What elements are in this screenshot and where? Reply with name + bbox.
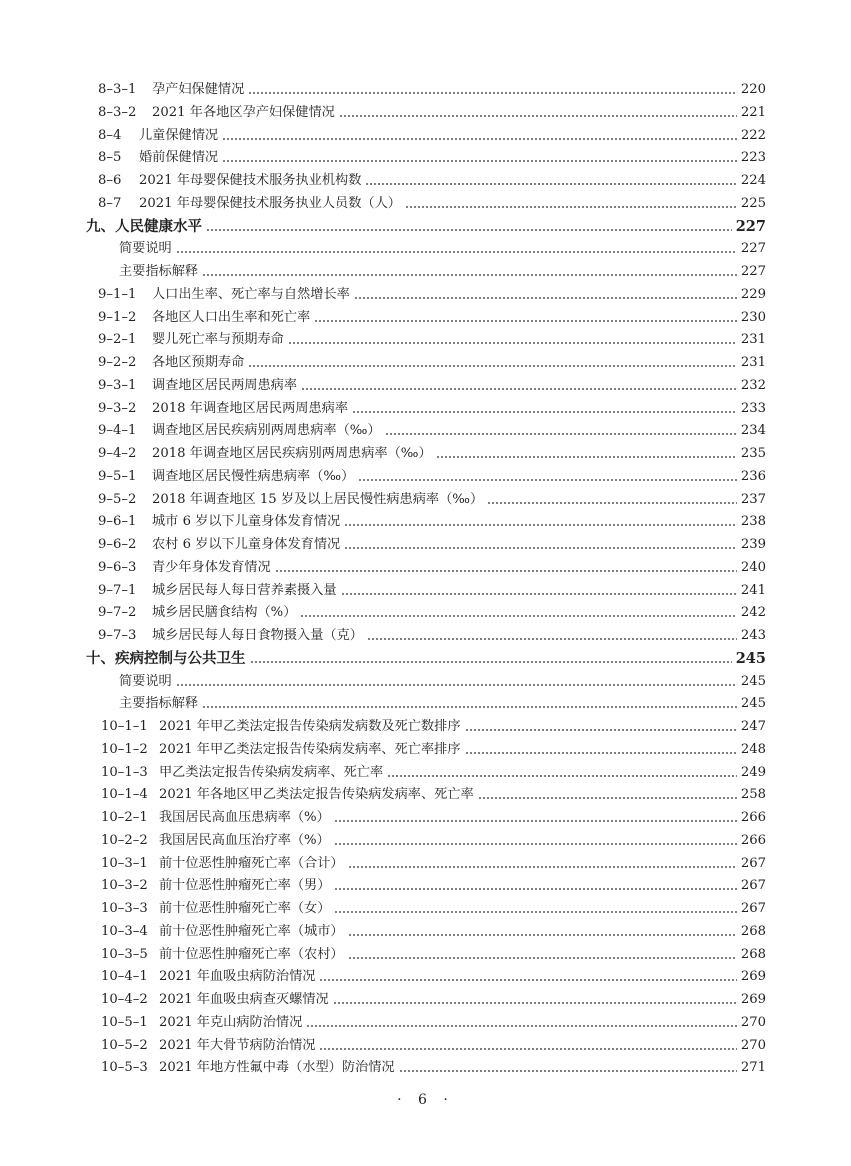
toc-entry[interactable] xyxy=(119,261,766,283)
entry-page-number: 242 xyxy=(740,605,766,621)
toc-entry[interactable] xyxy=(98,170,766,192)
toc-entry[interactable] xyxy=(101,921,766,943)
entry-page-number: 258 xyxy=(740,787,766,803)
entry-title: 2021 年甲乙类法定报告传染病发病数及死亡数排序 xyxy=(159,719,461,734)
entry-number: 10–2–2 xyxy=(101,832,148,848)
toc-entry[interactable] xyxy=(98,398,766,420)
entry-title: 2021 年大骨节病防治情况 xyxy=(159,1037,316,1053)
entry-page-number: 270 xyxy=(740,1014,766,1030)
entry-title: 婚前保健情况 xyxy=(139,150,219,166)
dot-leader xyxy=(300,602,736,624)
dot-leader xyxy=(354,284,737,306)
entry-number: 8–3–2 xyxy=(98,104,137,120)
entry-number: 9–3–1 xyxy=(98,377,137,393)
entry-number: 10–1–4 xyxy=(101,787,148,803)
entry-number: 10–2–1 xyxy=(101,810,148,825)
toc-entry[interactable] xyxy=(119,238,766,260)
entry-title: 简要说明 xyxy=(119,241,172,257)
dot-leader xyxy=(465,716,737,738)
toc-entry[interactable] xyxy=(101,989,766,1011)
dot-leader xyxy=(333,989,737,1011)
dot-leader xyxy=(399,1057,737,1079)
entry-title: 人口出生率、死亡率与自然增长率 xyxy=(152,286,350,302)
toc-entry[interactable] xyxy=(101,784,766,806)
entry-title: 各地区人口出生率和死亡率 xyxy=(152,309,311,325)
entry-title: 2018 年调查地区居民疾病别两周患病率（‰） xyxy=(152,446,432,461)
dot-leader xyxy=(248,352,737,374)
entry-page-number: 223 xyxy=(740,150,766,166)
entry-page-number: 236 xyxy=(740,468,766,484)
dot-leader xyxy=(222,147,737,169)
entry-page-number: 269 xyxy=(740,992,766,1007)
toc-entry[interactable] xyxy=(119,693,766,715)
toc-entry[interactable] xyxy=(101,807,766,829)
entry-number: 10–5–2 xyxy=(101,1037,148,1053)
dot-leader xyxy=(248,79,737,101)
dot-leader xyxy=(202,693,737,715)
entry-page-number: 234 xyxy=(740,423,766,439)
entry-page-number: 269 xyxy=(740,969,766,985)
toc-entry[interactable] xyxy=(98,147,766,169)
entry-title: 2021 年血吸虫病查灭螺情况 xyxy=(159,992,329,1007)
dot-leader xyxy=(334,875,736,897)
toc-entry[interactable] xyxy=(98,193,766,215)
entry-title: 2018 年调查地区居民两周患病率 xyxy=(152,400,349,416)
entry-title: 农村 6 岁以下儿童身体发育情况 xyxy=(152,537,341,552)
entry-title: 2021 年各地区甲乙类法定报告传染病发病率、死亡率 xyxy=(159,787,474,803)
dot-leader xyxy=(339,102,737,124)
entry-title: 城乡居民每人每日营养素摄入量 xyxy=(152,582,337,598)
entry-title: 前十位恶性肿瘤死亡率（合计） xyxy=(159,855,344,871)
entry-title: 孕产妇保健情况 xyxy=(152,82,245,97)
toc-entry[interactable] xyxy=(98,602,766,624)
entry-page-number: 238 xyxy=(740,514,766,530)
entry-number: 8–7 xyxy=(98,195,122,211)
entry-number: 9–2–2 xyxy=(98,355,137,370)
entry-page-number: 268 xyxy=(740,946,766,962)
entry-title: 婴儿死亡率与预期寿命 xyxy=(152,332,284,348)
entry-number: 9–6–1 xyxy=(98,514,137,530)
entry-number: 9–3–2 xyxy=(98,400,137,416)
entry-page-number: 248 xyxy=(740,741,766,757)
toc-entry[interactable] xyxy=(119,671,766,693)
entry-page-number: 243 xyxy=(740,628,766,643)
entry-number: 10–3–5 xyxy=(101,946,148,962)
dot-leader xyxy=(341,580,737,602)
entry-title: 青少年身体发育情况 xyxy=(152,559,271,575)
entry-number: 9–7–1 xyxy=(98,582,137,598)
entry-number: 9–6–2 xyxy=(98,537,137,552)
dot-leader xyxy=(385,420,737,442)
entry-page-number: 227 xyxy=(735,217,766,235)
dot-leader xyxy=(202,261,737,283)
entry-page-number: 222 xyxy=(740,127,766,143)
toc-entry[interactable] xyxy=(101,1035,766,1057)
dot-leader xyxy=(365,170,736,192)
entry-page-number: 220 xyxy=(740,82,766,97)
toc-entry[interactable] xyxy=(98,125,766,147)
entry-number: 9–6–3 xyxy=(98,559,137,575)
entry-number: 10–4–2 xyxy=(101,992,148,1007)
entry-number: 8–3–1 xyxy=(98,82,137,97)
toc-entry[interactable] xyxy=(98,443,766,465)
dot-leader xyxy=(367,625,737,647)
dot-leader xyxy=(314,307,737,329)
dot-leader xyxy=(465,739,737,761)
entry-page-number: 268 xyxy=(740,923,766,939)
entry-page-number: 266 xyxy=(740,810,766,825)
entry-number: 8–6 xyxy=(98,173,122,188)
entry-page-number: 231 xyxy=(740,355,766,370)
toc-entry[interactable] xyxy=(101,966,766,988)
entry-page-number: 235 xyxy=(740,446,766,461)
toc-entry[interactable] xyxy=(98,79,766,101)
entry-number: 9–1–2 xyxy=(98,309,137,325)
entry-number: 9–5–1 xyxy=(98,468,137,484)
entry-title: 城乡居民每人每日食物摄入量（克） xyxy=(152,628,363,643)
entry-title: 2021 年母婴保健技术服务执业机构数 xyxy=(139,173,362,188)
entry-number: 9–7–2 xyxy=(98,605,137,621)
dot-leader xyxy=(222,125,737,147)
dot-leader xyxy=(348,944,737,966)
entry-title: 2021 年甲乙类法定报告传染病发病率、死亡率排序 xyxy=(159,741,461,757)
entry-number: 10–4–1 xyxy=(101,969,148,985)
toc-entry[interactable] xyxy=(101,898,766,920)
entry-page-number: 239 xyxy=(740,537,766,552)
entry-title: 前十位恶性肿瘤死亡率（女） xyxy=(159,901,331,916)
entry-title: 城市 6 岁以下儿童身体发育情况 xyxy=(152,514,341,530)
entry-title: 主要指标解释 xyxy=(119,264,199,279)
dot-leader xyxy=(334,830,737,852)
entry-page-number: 271 xyxy=(740,1060,766,1076)
toc-entry[interactable] xyxy=(98,352,766,374)
entry-number: 8–5 xyxy=(98,150,122,166)
entry-number: 8–4 xyxy=(98,127,122,143)
entry-page-number: 227 xyxy=(740,241,766,257)
entry-number: 10–3–3 xyxy=(101,901,148,916)
toc-entry[interactable] xyxy=(101,762,766,784)
dot-leader xyxy=(334,898,736,920)
entry-page-number: 224 xyxy=(740,173,766,188)
entry-page-number: 266 xyxy=(740,832,766,848)
entry-number: 9–2–1 xyxy=(98,332,137,348)
entry-title: 简要说明 xyxy=(119,673,172,689)
toc-entry[interactable] xyxy=(98,489,766,511)
entry-title: 我国居民高血压治疗率（%） xyxy=(159,832,330,848)
entry-title: 2021 年克山病防治情况 xyxy=(159,1014,303,1030)
entry-title: 调查地区居民疾病别两周患病率（‰） xyxy=(152,423,381,439)
entry-page-number: 229 xyxy=(740,286,766,302)
entry-title: 调查地区居民两周患病率 xyxy=(152,377,298,393)
toc-entry[interactable] xyxy=(98,307,766,329)
dot-leader xyxy=(319,1035,736,1057)
entry-page-number: 247 xyxy=(740,719,766,734)
dot-leader xyxy=(176,671,737,693)
dot-leader xyxy=(405,193,737,215)
toc-entry[interactable] xyxy=(101,944,766,966)
dot-leader xyxy=(301,375,737,397)
entry-title: 主要指标解释 xyxy=(119,696,199,712)
dot-leader xyxy=(387,762,737,784)
dot-leader xyxy=(334,807,737,829)
dot-leader xyxy=(487,489,737,511)
toc-entry[interactable] xyxy=(101,853,766,875)
entry-number: 9–1–1 xyxy=(98,286,137,302)
entry-page-number: 240 xyxy=(740,559,766,575)
toc-entry[interactable] xyxy=(98,557,766,579)
entry-number: 10–3–2 xyxy=(101,878,148,894)
dot-leader xyxy=(348,853,737,875)
dot-leader xyxy=(358,466,737,488)
dot-leader xyxy=(250,648,732,670)
entry-page-number: 270 xyxy=(740,1037,766,1053)
dot-leader xyxy=(436,443,737,465)
entry-page-number: 245 xyxy=(740,696,766,712)
entry-title: 2021 年地方性氟中毒（水型）防治情况 xyxy=(159,1060,395,1076)
toc-section-heading[interactable] xyxy=(86,216,766,238)
dot-leader xyxy=(206,216,732,238)
entry-title: 2021 年各地区孕产妇保健情况 xyxy=(152,104,335,120)
dot-leader xyxy=(344,534,737,556)
toc-section-heading[interactable] xyxy=(86,648,766,670)
entry-page-number: 230 xyxy=(740,309,766,325)
entry-title: 各地区预期寿命 xyxy=(152,355,245,370)
entry-page-number: 232 xyxy=(740,377,766,393)
toc-entry[interactable] xyxy=(101,830,766,852)
toc-entry[interactable] xyxy=(98,466,766,488)
entry-number: 10–3–4 xyxy=(101,923,148,939)
toc-entry[interactable] xyxy=(101,875,766,897)
entry-title: 2021 年血吸虫病防治情况 xyxy=(159,969,316,985)
toc-entry[interactable] xyxy=(101,1057,766,1079)
section-title: 九、人民健康水平 xyxy=(86,217,202,235)
entry-number: 10–1–2 xyxy=(101,741,148,757)
entry-page-number: 237 xyxy=(740,491,766,507)
entry-number: 9–4–1 xyxy=(98,423,137,439)
toc-entry[interactable] xyxy=(98,580,766,602)
entry-number: 10–5–3 xyxy=(101,1060,148,1076)
toc-entry[interactable] xyxy=(98,420,766,442)
entry-page-number: 245 xyxy=(740,673,766,689)
toc-entry[interactable] xyxy=(98,625,766,647)
toc-entry[interactable] xyxy=(98,375,766,397)
entry-number: 9–7–3 xyxy=(98,628,137,643)
dot-leader xyxy=(352,398,737,420)
dot-leader xyxy=(288,329,737,351)
entry-page-number: 249 xyxy=(740,764,766,780)
dot-leader xyxy=(306,1012,737,1034)
dot-leader xyxy=(348,921,737,943)
toc-entry[interactable] xyxy=(98,102,766,124)
entry-page-number: 267 xyxy=(740,878,766,894)
entry-number: 10–1–1 xyxy=(101,719,148,734)
entry-title: 我国居民高血压患病率（%） xyxy=(159,810,330,825)
entry-title: 前十位恶性肿瘤死亡率（城市） xyxy=(159,923,344,939)
entry-page-number: 233 xyxy=(740,400,766,416)
dot-leader xyxy=(478,784,737,806)
entry-number: 10–1–3 xyxy=(101,764,148,780)
entry-page-number: 241 xyxy=(740,582,766,598)
entry-number: 10–3–1 xyxy=(101,855,148,871)
dot-leader xyxy=(344,511,737,533)
section-title: 十、疾病控制与公共卫生 xyxy=(86,649,246,667)
entry-title: 2021 年母婴保健技术服务执业人员数（人） xyxy=(139,195,401,211)
dot-leader xyxy=(275,557,737,579)
toc-entry[interactable] xyxy=(101,739,766,761)
toc-entry[interactable] xyxy=(101,716,766,738)
entry-number: 9–4–2 xyxy=(98,446,137,461)
entry-title: 调查地区居民慢性病患病率（‰） xyxy=(152,468,355,484)
entry-title: 甲乙类法定报告传染病发病率、死亡率 xyxy=(159,764,384,780)
toc-entry[interactable] xyxy=(98,534,766,556)
entry-title: 前十位恶性肿瘤死亡率（农村） xyxy=(159,946,344,962)
entry-page-number: 225 xyxy=(740,195,766,211)
entry-page-number: 221 xyxy=(740,104,766,120)
toc-entry[interactable] xyxy=(98,511,766,533)
dot-leader xyxy=(319,966,736,988)
toc-entry[interactable] xyxy=(101,1012,766,1034)
entry-title: 2018 年调查地区 15 岁及以上居民慢性病患病率（‰） xyxy=(152,491,484,507)
entry-page-number: 231 xyxy=(740,332,766,348)
entry-number: 10–5–1 xyxy=(101,1014,148,1030)
toc-entry[interactable] xyxy=(98,284,766,306)
dot-leader xyxy=(176,238,737,260)
entry-number: 9–5–2 xyxy=(98,491,137,507)
entry-page-number: 267 xyxy=(740,901,766,916)
entry-page-number: 245 xyxy=(735,649,766,667)
entry-title: 前十位恶性肿瘤死亡率（男） xyxy=(159,878,331,894)
toc-entry[interactable] xyxy=(98,329,766,351)
entry-title: 儿童保健情况 xyxy=(139,127,219,143)
page-number: · 6 · xyxy=(397,1092,454,1108)
entry-page-number: 227 xyxy=(740,264,766,279)
entry-page-number: 267 xyxy=(740,855,766,871)
entry-title: 城乡居民膳食结构（%） xyxy=(152,605,297,621)
